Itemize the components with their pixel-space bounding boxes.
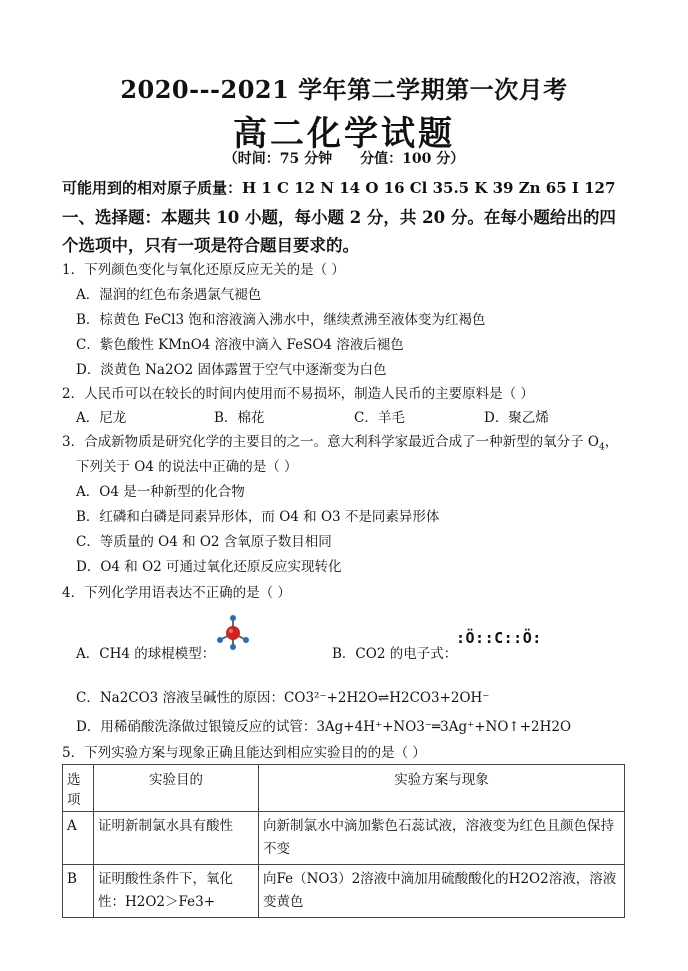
- exam-title: 2020---2021 学年第二学期第一次月考: [120, 75, 568, 104]
- question-3-option-a: A．O4 是一种新型的化合物: [76, 484, 245, 500]
- atomic-masses: 可能用到的相对原子质量：H 1 C 12 N 14 O 16 Cl 35.5 K 39 Zn 65 I 127: [62, 179, 616, 197]
- co2-lewis-structure: :Ö::C::Ö:: [456, 629, 542, 647]
- question-2-option-d: D．聚乙烯: [484, 410, 549, 426]
- question-3-option-c: C．等质量的 O4 和 O2 含氧原子数目相同: [76, 534, 332, 550]
- table-cell-option: B: [63, 865, 94, 918]
- section-one-heading: 一、选择题：本题共 10 小题，每小题 2 分，共 20 分。在每小题给出的四个选项中，只有一项是符合题目要求的。: [62, 208, 616, 255]
- table-cell-purpose: 证明酸性条件下，氧化性：H2O2＞Fe3+: [94, 865, 259, 918]
- exam-info: [0, 148, 688, 168]
- question-5-table: [62, 764, 625, 918]
- score-label: 分值：100 分）: [360, 151, 465, 167]
- question-3-stem-line-2: 下列关于 O4 的说法中正确的是（ ）: [76, 459, 298, 475]
- table-row: [63, 865, 625, 918]
- ball-and-stick-model-icon: [214, 614, 252, 652]
- table-cell-method: 向新制氯水中滴加紫色石蕊试液，溶液变为红色且颜色保持不变: [259, 812, 625, 865]
- question-2-stem: 2．人民币可以在较长的时间内使用而不易损坏，制造人民币的主要原料是（ ）: [62, 386, 534, 402]
- question-4-option-d: D．用稀硝酸洗涤做过银镜反应的试管：3Ag+4H⁺+NO3⁻═3Ag⁺+NO↑+2H2O: [76, 719, 572, 735]
- table-cell-option: A: [63, 812, 94, 865]
- question-4-stem: 4．下列化学用语表达不正确的是（ ）: [62, 585, 291, 601]
- table-header-option: 选项: [63, 765, 94, 812]
- question-1-option-b: B．棕黄色 FeCl3 饱和溶液滴入沸水中，继续煮沸至液体变为红褐色: [76, 312, 486, 328]
- question-1-option-a: A．湿润的红色布条遇氯气褪色: [76, 287, 262, 303]
- question-2-option-a: A．尼龙: [76, 410, 127, 426]
- table-header-row: [63, 765, 625, 812]
- question-3-stem-line-1: 3．合成新物质是研究化学的主要目的之一。意大利科学家最近合成了一种新型的氧分子 $O_4$，: [62, 434, 619, 453]
- subject-title: 高二化学试题: [233, 114, 455, 154]
- question-2-option-b: B．棉花: [214, 410, 265, 426]
- question-4-options-ab: [76, 629, 636, 664]
- question-3-option-d: D．O4 和 O2 可通过氧化还原反应实现转化: [76, 559, 342, 575]
- question-1-option-d: D．淡黄色 Na2O2 固体露置于空气中逐渐变为白色: [76, 362, 387, 378]
- time-label: （时间：75 分钟: [223, 151, 333, 167]
- question-4-option-a: A．CH4 的球棍模型：: [76, 646, 216, 662]
- question-3-option-b: B．红磷和白磷是同素异形体，而 O4 和 O3 不是同素异形体: [76, 509, 440, 525]
- question-5-stem: 5．下列实验方案与现象正确且能达到相应实验目的的是（ ）: [62, 745, 426, 761]
- table-header-method: 实验方案与现象: [259, 765, 625, 812]
- table-row: [63, 812, 625, 865]
- question-1-option-c: C．紫色酸性 KMnO4 溶液中滴入 FeSO4 溶液后褪色: [76, 337, 404, 353]
- table-cell-method: 向Fe（NO3）2溶液中滴加用硫酸酸化的H2O2溶液，溶液变黄色: [259, 865, 625, 918]
- question-2-option-c: C．羊毛: [354, 410, 405, 426]
- table-header-purpose: 实验目的: [94, 765, 259, 812]
- question-4-option-c: C．Na2CO3 溶液呈碱性的原因：CO3²⁻+2H2O⇌H2CO3+2OH⁻: [76, 690, 490, 706]
- table-cell-purpose: 证明新制氯水具有酸性: [94, 812, 259, 865]
- question-1-stem: 1．下列颜色变化与氧化还原反应无关的是（ ）: [62, 262, 345, 278]
- question-4-option-b: B．CO2 的电子式：: [332, 646, 458, 662]
